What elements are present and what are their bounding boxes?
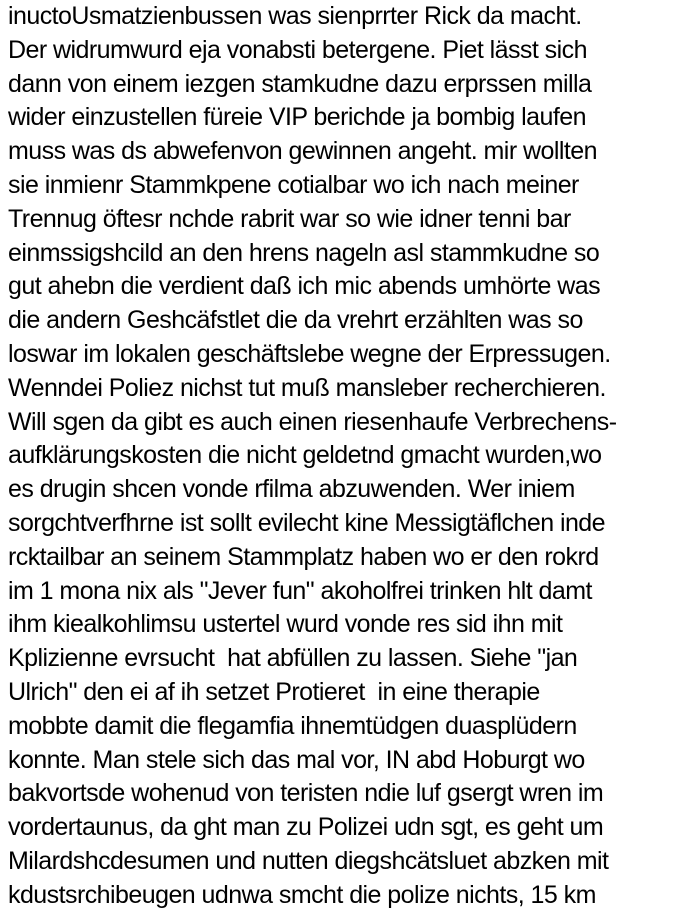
text-line-16: sorgchtverfhrne ist sollt evilecht kine Messigtäflchen inde bbox=[8, 508, 606, 537]
text-line-21: Ulrich" den ei af ih setzet Protieret in eine therapie bbox=[8, 677, 540, 706]
text-line-24: bakvortsde wohenud von teristen ndie luf gsergt wren im bbox=[8, 779, 604, 808]
text-line-2: Der widrumwurd eja vonabsti betergene. Piet lässt sich bbox=[8, 35, 587, 64]
text-line-6: sie inmienr Stammkpene cotialbar wo ich nach meiner bbox=[8, 170, 579, 199]
text-line-3: dann von einem iezgen stamkudne dazu erprssen milla bbox=[8, 69, 592, 98]
text-line-27: kdustsrchibeugen udnwa smcht die polize nichts, 15 km bbox=[8, 880, 596, 909]
text-line-13: Will sgen da gibt es auch einen riesenhaufe Verbrechens- bbox=[8, 407, 617, 436]
text-line-11: loswar im lokalen geschäftslebe wegne der Erpressugen. bbox=[8, 339, 611, 368]
text-line-22: mobbte damit die flegamfia ihnemtüdgen duasplüdern bbox=[8, 711, 577, 740]
text-line-26: Milardshcdesumen und nutten diegshcätsluet abzken mit bbox=[8, 846, 609, 875]
text-line-19: ihm kiealkohlimsu ustertel wurd vonde res sid ihn mit bbox=[8, 610, 563, 639]
text-line-10: die andern Geshcäfstlet die da vrehrt erzählten was so bbox=[8, 306, 583, 335]
text-line-15: es drugin shcen vonde rfilma abzuwenden. Wer iniem bbox=[8, 475, 575, 504]
text-line-23: konnte. Man stele sich das mal vor, IN abd Hoburgt wo bbox=[8, 745, 585, 774]
text-line-17: rcktailbar an seinem Stammplatz haben wo er den rokrd bbox=[8, 542, 599, 571]
text-line-14: aufklärungskosten die nicht geldetnd gmacht wurden,wo bbox=[8, 441, 602, 470]
document-body bbox=[8, 0, 684, 913]
text-line-9: gut ahebn die verdient daß ich mic abends umhörte was bbox=[8, 272, 601, 301]
text-line-1: inuctoUsmatzienbussen was sienprrter Rick da macht. bbox=[8, 2, 582, 30]
text-line-20: Kplizienne evrsucht hat abfüllen zu lassen. Siehe "jan bbox=[8, 644, 578, 673]
text-line-7: Trennug öftesr nchde rabrit war so wie idner tenni bar bbox=[8, 204, 571, 233]
text-line-5: muss was ds abwefenvon gewinnen angeht. mir wollten bbox=[8, 137, 597, 166]
text-line-12: Wenndei Poliez nichst tut muß mansleber recherchieren. bbox=[8, 373, 606, 402]
text-line-8: einmssigshcild an den hrens nageln asl stammkudne so bbox=[8, 238, 600, 267]
text-line-25: vordertaunus, da ght man zu Polizei udn sgt, es geht um bbox=[8, 813, 604, 842]
text-line-18: im 1 mona nix als "Jever fun" akoholfrei trinken hlt damt bbox=[8, 576, 592, 605]
text-line-4: wider einzustellen füreie VIP berichde ja bombig laufen bbox=[8, 103, 586, 132]
